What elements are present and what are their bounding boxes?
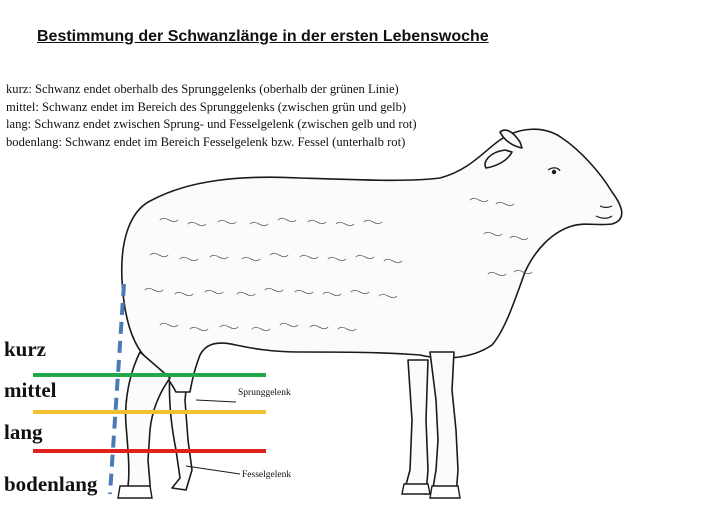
sheep-body — [122, 129, 622, 392]
tail-dashed-line — [110, 284, 124, 494]
fetlock-leader-line — [186, 466, 240, 474]
hock-label: Sprunggelenk — [238, 388, 291, 398]
hooves — [118, 484, 460, 498]
fetlock-label: Fesselgelenk — [242, 470, 292, 480]
definition-kurz: kurz: Schwanz endet oberhalb des Sprunggelenks (oberhalb der grünen Linie) — [6, 82, 399, 96]
category-kurz: kurz — [4, 337, 46, 361]
category-bodenlang: bodenlang — [4, 472, 98, 496]
hock-leader-line — [196, 400, 236, 402]
page-title: Bestimmung der Schwanzlänge in der ersten Lebenswoche — [37, 28, 489, 45]
definition-mittel: mittel: Schwanz endet im Bereich des Sprunggelenks (zwischen grün und gelb) — [6, 99, 407, 114]
front-leg-near — [430, 352, 458, 496]
category-mittel: mittel — [4, 378, 57, 402]
definition-bodenlang: bodenlang: Schwanz endet im Bereich Fesselgelenk bzw. Fessel (unterhalb rot) — [6, 134, 406, 149]
front-leg-far — [404, 360, 428, 494]
category-lang: lang — [4, 420, 43, 444]
definition-lang: lang: Schwanz endet zwischen Sprung- und Fesselgelenk (zwischen gelb und rot) — [6, 117, 417, 131]
